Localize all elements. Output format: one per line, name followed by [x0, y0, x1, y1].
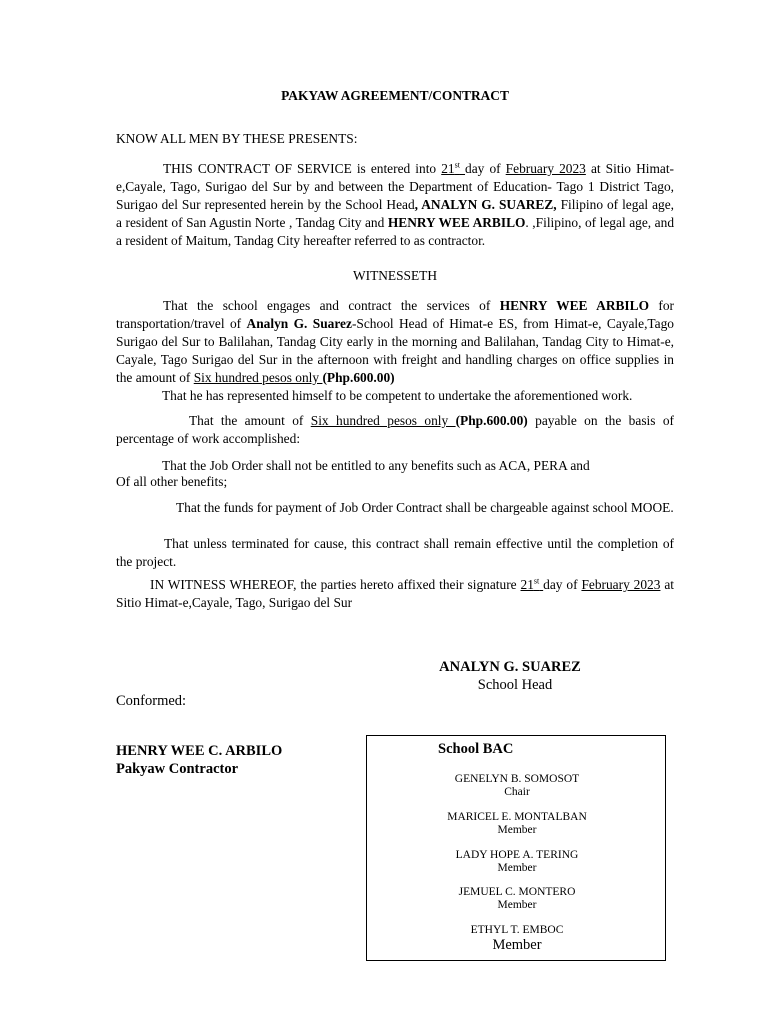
p2-text-c: -School Head of Himat-e ES, from Himat-e, Cayale,Tago Surigao del Sur to Balilahan, Tandag City early in the morning and Balilahan, Tandag City to Himat-e, Cayale, Tago Surigao del Sur in the afternoon with freight and handling charges on office supplies in the amount of: [116, 316, 674, 385]
bac-member-name: GENELYN B. SOMOSOT: [454, 773, 580, 785]
p8-day: [521, 577, 544, 592]
p4-amount-number: (Php.600.00): [455, 413, 528, 428]
p2-head: Analyn G. Suarez: [246, 316, 352, 331]
p8-date: February 2023: [581, 577, 661, 592]
bac-member: [367, 886, 667, 912]
bac-member-role: Member: [492, 937, 542, 953]
contract-paragraph-5-line-2: Of all other benefits;: [116, 474, 228, 489]
bac-member-name: ETHYL T. EMBOC: [470, 924, 564, 936]
p2-text-b: for transportation/travel of: [116, 298, 674, 331]
p1-text-a: THIS CONTRACT OF SERVICE is entered into: [163, 161, 442, 176]
p8-day-number: 21: [520, 577, 534, 592]
contract-paragraph-6: That the funds for payment of Job Order Contract shall be chargeable against school MOOE.: [176, 500, 674, 515]
intro-line: KNOW ALL MEN BY THESE PRESENTS:: [116, 131, 358, 146]
bac-member: [367, 924, 667, 953]
p4-amount-words: Six hundred pesos only: [310, 413, 456, 428]
contract-paragraph-3: That he has represented himself to be competent to undertake the aforementioned work.: [162, 388, 633, 403]
bac-member-role: Member: [497, 824, 537, 836]
bac-member: [367, 773, 667, 799]
contract-paragraph-8: [116, 576, 674, 612]
bac-member: [367, 849, 667, 875]
p1-head-name: , ANALYN G. SUAREZ,: [414, 197, 557, 212]
bac-member-name: MARICEL E. MONTALBAN: [447, 811, 587, 823]
p1-text-b: day of: [465, 161, 506, 176]
bac-member-role: Member: [497, 899, 537, 911]
bac-member-name: LADY HOPE A. TERING: [455, 849, 579, 861]
contract-paragraph-1: [116, 160, 674, 250]
school-bac-heading: School BAC: [438, 741, 514, 757]
p8-text-a: IN WITNESS WHEREOF, the parties hereto affixed their signature: [150, 577, 521, 592]
bac-member-name: JEMUEL C. MONTERO: [458, 886, 576, 898]
p1-date: February 2023: [505, 161, 586, 176]
p2-contractor: HENRY WEE ARBILO: [499, 298, 649, 313]
p8-text-c: at Sitio Himat-e,Cayale, Tago, Surigao del Sur: [116, 577, 675, 610]
p1-day-number: 21: [441, 161, 455, 176]
contract-paragraph-4: [116, 412, 674, 448]
document-title: PAKYAW AGREEMENT/CONTRACT: [281, 88, 509, 103]
p8-day-suffix: st: [533, 576, 540, 586]
p4-text-a: That the amount of: [189, 413, 311, 428]
p1-contractor-name: HENRY WEE ARBILO: [387, 215, 526, 230]
school-bac-box: [366, 735, 666, 961]
school-head-name: ANALYN G. SUAREZ: [439, 659, 581, 675]
contract-paragraph-5-line-1: That the Job Order shall not be entitled to any benefits such as ACA, PERA and: [162, 458, 590, 473]
school-head-title: School Head: [477, 677, 553, 693]
p1-day-suffix: st: [454, 160, 460, 170]
bac-member: [367, 811, 667, 837]
p1-text-c: at Sitio Himat-e,Cayale, Tago, Surigao del Sur by and between the Department of Education- Tago 1 District Tago, Surigao del Sur represented herein by the School Head: [116, 161, 674, 212]
bac-member-role: Chair: [504, 786, 530, 798]
p8-text-b: day of: [543, 577, 582, 592]
contract-paragraph-7: That unless terminated for cause, this contract shall remain effective until the completion of the project.: [116, 536, 674, 569]
p1-text-e: . ,Filipino, of legal age, and a resident of Maitum, Tandag City hereafter referred to as contractor.: [116, 215, 675, 248]
p2-amount-words: Six hundred pesos only: [193, 370, 323, 385]
contractor-name: HENRY WEE C. ARBILO: [116, 743, 283, 759]
bac-member-role: Member: [497, 862, 537, 874]
p2-text-a: That the school engages and contract the services of: [163, 298, 500, 313]
contract-paragraph-2: [116, 297, 674, 387]
p1-text-d: Filipino of legal age, a resident of San Agustin Norte , Tandag City and: [116, 197, 674, 230]
conformed-label: Conformed:: [116, 693, 187, 709]
contractor-title: Pakyaw Contractor: [116, 761, 239, 777]
p4-text-b: payable on the basis of percentage of work accomplished:: [116, 413, 675, 446]
witnesseth-heading: WITNESSETH: [352, 268, 438, 283]
p2-amount-number: (Php.600.00): [322, 370, 395, 385]
p1-day: [441, 161, 465, 176]
